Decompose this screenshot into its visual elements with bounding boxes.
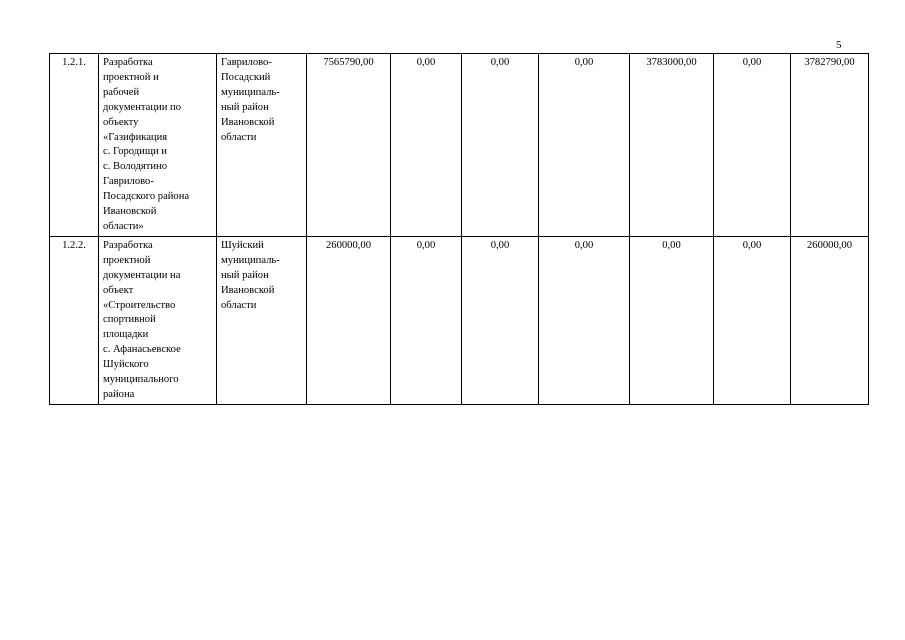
table-row bbox=[50, 54, 869, 237]
row-executor: Шуйский муниципаль- ный район Ивановской области bbox=[217, 236, 307, 404]
row-value-4: 0,00 bbox=[539, 236, 630, 404]
row-value-7: 3782790,00 bbox=[791, 54, 869, 237]
table-row bbox=[50, 236, 869, 404]
row-value-2: 0,00 bbox=[391, 54, 462, 237]
row-value-total: 7565790,00 bbox=[307, 54, 391, 237]
row-code: 1.2.1. bbox=[50, 54, 99, 237]
row-description: Разработка проектной и рабочей документации по объекту «Газификация с. Городищи и с. Володятино Гаврилово- Посадского района Ивановской области» bbox=[99, 54, 217, 237]
row-value-3: 0,00 bbox=[462, 236, 539, 404]
row-value-2: 0,00 bbox=[391, 236, 462, 404]
row-value-6: 0,00 bbox=[714, 236, 791, 404]
row-value-6: 0,00 bbox=[714, 54, 791, 237]
row-value-3: 0,00 bbox=[462, 54, 539, 237]
row-value-total: 260000,00 bbox=[307, 236, 391, 404]
row-value-5: 0,00 bbox=[630, 236, 714, 404]
row-executor: Гаврилово- Посадский муниципаль- ный район Ивановской области bbox=[217, 54, 307, 237]
row-description: Разработка проектной документации на объект «Строительство спортивной площадки с. Афанасьевское Шуйского муниципального района bbox=[99, 236, 217, 404]
page-number: 5 bbox=[836, 39, 842, 51]
row-value-7: 260000,00 bbox=[791, 236, 869, 404]
row-value-4: 0,00 bbox=[539, 54, 630, 237]
row-value-5: 3783000,00 bbox=[630, 54, 714, 237]
budget-table bbox=[49, 53, 869, 405]
row-code: 1.2.2. bbox=[50, 236, 99, 404]
